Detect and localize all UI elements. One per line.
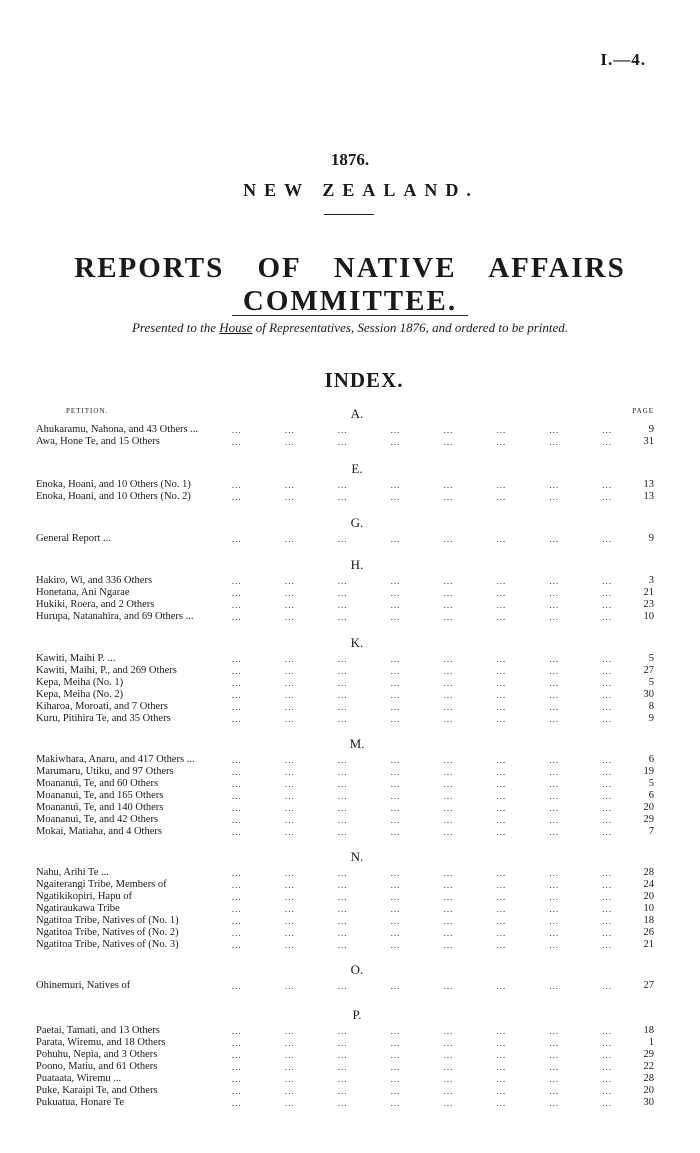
index-section bbox=[0, 461, 700, 503]
entry-name: Kuru, Pitihira Te, and 35 Others bbox=[36, 713, 171, 724]
section-letter: E. bbox=[351, 461, 363, 476]
entry-page: 10 bbox=[643, 611, 654, 622]
entry-name: Pohuhu, Nepia, and 3 Others bbox=[36, 1049, 158, 1060]
leader-dots: ... ... ... ... ... ... ... ... bbox=[232, 588, 612, 598]
leader-dots: ... ... ... ... ... ... ... ... bbox=[232, 654, 612, 664]
section-letter: G. bbox=[350, 515, 364, 530]
index-section bbox=[0, 635, 700, 725]
page-identifier: I.—4. bbox=[600, 50, 646, 69]
section-letter: K. bbox=[350, 635, 364, 650]
leader-dots: ... ... ... ... ... ... ... ... bbox=[232, 755, 612, 765]
leader-dots: ... ... ... ... ... ... ... ... bbox=[232, 425, 612, 435]
country-heading: NEW ZEALAND. bbox=[243, 180, 479, 200]
leader-dots: ... ... ... ... ... ... ... ... bbox=[232, 1062, 612, 1072]
index-entry bbox=[0, 575, 700, 587]
leader-dots: ... ... ... ... ... ... ... ... bbox=[232, 480, 612, 490]
leader-dots: ... ... ... ... ... ... ... ... bbox=[232, 981, 612, 991]
index-entry bbox=[0, 701, 700, 713]
index-section bbox=[0, 1007, 700, 1109]
index-entry bbox=[0, 611, 700, 623]
entry-name: Moananui, Te, and 60 Others bbox=[36, 778, 159, 789]
entry-page: 5 bbox=[648, 677, 654, 688]
leader-dots: ... ... ... ... ... ... ... ... bbox=[232, 612, 612, 622]
entry-name: Awa, Hone Te, and 15 Others bbox=[36, 436, 160, 447]
entry-name: Puke, Karaipi Te, and Others bbox=[36, 1085, 158, 1096]
presented-house: House bbox=[219, 320, 253, 335]
entry-page: 9 bbox=[648, 713, 654, 724]
index-entry bbox=[0, 424, 700, 436]
leader-dots: ... ... ... ... ... ... ... ... bbox=[232, 803, 612, 813]
leader-dots: ... ... ... ... ... ... ... ... bbox=[232, 678, 612, 688]
entry-name: Enoka, Hoani, and 10 Others (No. 2) bbox=[36, 491, 191, 502]
leader-dots: ... ... ... ... ... ... ... ... bbox=[232, 1086, 612, 1096]
index-entry bbox=[0, 754, 700, 766]
index-entry bbox=[0, 533, 700, 545]
leader-dots: ... ... ... ... ... ... ... ... bbox=[232, 600, 612, 610]
section-letter: A. bbox=[350, 406, 364, 421]
entry-page: 9 bbox=[648, 424, 654, 435]
index-entry bbox=[0, 903, 700, 915]
entry-name: Parata, Wiremu, and 18 Others bbox=[36, 1037, 166, 1048]
entry-name: Moananui, Te, and 42 Others bbox=[36, 814, 159, 825]
section-letter: M. bbox=[349, 736, 365, 751]
index-section bbox=[0, 736, 700, 838]
leader-dots: ... ... ... ... ... ... ... ... bbox=[232, 815, 612, 825]
entry-name: Moananui, Te, and 165 Others bbox=[36, 790, 164, 801]
leader-dots: ... ... ... ... ... ... ... ... bbox=[232, 437, 612, 447]
entry-name: Kawiti, Maihi, P., and 269 Others bbox=[36, 665, 177, 676]
entry-name: Marumaru, Utiku, and 97 Others bbox=[36, 766, 174, 777]
entry-name: Ngatitoa Tribe, Natives of (No. 1) bbox=[36, 915, 179, 926]
index-section bbox=[0, 406, 700, 448]
entry-page: 3 bbox=[648, 575, 654, 586]
entry-page: 28 bbox=[643, 1073, 654, 1084]
leader-dots: ... ... ... ... ... ... ... ... bbox=[232, 940, 612, 950]
entry-name: Puataata, Wiremu ... bbox=[36, 1073, 122, 1084]
index-entry bbox=[0, 802, 700, 814]
leader-dots: ... ... ... ... ... ... ... ... bbox=[232, 1098, 612, 1108]
leader-dots: ... ... ... ... ... ... ... ... bbox=[232, 714, 612, 724]
leader-dots: ... ... ... ... ... ... ... ... bbox=[232, 916, 612, 926]
entry-name: Ngatiraukawa Tribe bbox=[36, 903, 120, 914]
entry-page: 26 bbox=[643, 927, 654, 938]
entry-page: 23 bbox=[643, 599, 654, 610]
entry-page: 28 bbox=[643, 867, 654, 878]
entry-page: 30 bbox=[643, 689, 654, 700]
entry-page: 29 bbox=[643, 1049, 654, 1060]
entry-name: Pukuatua, Honare Te bbox=[36, 1097, 125, 1108]
index-entry bbox=[0, 778, 700, 790]
entry-name: Ohinemuri, Natives of bbox=[36, 980, 131, 991]
index-entry bbox=[0, 1085, 700, 1097]
entry-page: 5 bbox=[648, 653, 654, 664]
entry-name: Enoka, Hoani, and 10 Others (No. 1) bbox=[36, 479, 191, 490]
entry-name: Kepa, Meiha (No. 2) bbox=[36, 689, 124, 700]
entry-page: 13 bbox=[643, 491, 654, 502]
entry-page: 18 bbox=[643, 915, 654, 926]
title-divider bbox=[232, 315, 468, 316]
index-list bbox=[0, 406, 700, 1109]
entry-page: 6 bbox=[648, 754, 654, 765]
index-entry bbox=[0, 677, 700, 689]
leader-dots: ... ... ... ... ... ... ... ... bbox=[232, 904, 612, 914]
section-letter: N. bbox=[350, 849, 364, 864]
leader-dots: ... ... ... ... ... ... ... ... bbox=[232, 1026, 612, 1036]
entry-page: 5 bbox=[648, 778, 654, 789]
entry-name: Ahukaramu, Nahona, and 43 Others ... bbox=[36, 424, 199, 435]
leader-dots: ... ... ... ... ... ... ... ... bbox=[232, 1050, 612, 1060]
leader-dots: ... ... ... ... ... ... ... ... bbox=[232, 868, 612, 878]
leader-dots: ... ... ... ... ... ... ... ... bbox=[232, 928, 612, 938]
entry-name: Hakiro, Wi, and 336 Others bbox=[36, 575, 153, 586]
entry-name: Nahu, Arihi Te ... bbox=[36, 867, 109, 878]
index-entry bbox=[0, 927, 700, 939]
index-entry bbox=[0, 1037, 700, 1049]
leader-dots: ... ... ... ... ... ... ... ... bbox=[232, 779, 612, 789]
entry-name: Honetana, Ani Ngarae bbox=[36, 587, 130, 598]
index-entry bbox=[0, 1049, 700, 1061]
index-entry bbox=[0, 879, 700, 891]
entry-page: 21 bbox=[643, 939, 654, 950]
index-entry bbox=[0, 713, 700, 725]
entry-page: 1 bbox=[648, 1037, 654, 1048]
index-entry bbox=[0, 1073, 700, 1085]
presented-post: of Representatives, Session 1876, and ordered to be printed. bbox=[252, 320, 569, 335]
entry-page: 18 bbox=[643, 1025, 654, 1036]
leader-dots: ... ... ... ... ... ... ... ... bbox=[232, 534, 612, 544]
entry-name: Makiwhara, Anaru, and 417 Others ... bbox=[36, 754, 195, 765]
entry-page: 19 bbox=[643, 766, 654, 777]
leader-dots: ... ... ... ... ... ... ... ... bbox=[232, 892, 612, 902]
index-section bbox=[0, 849, 700, 951]
index-entry bbox=[0, 1061, 700, 1073]
index-entry bbox=[0, 915, 700, 927]
index-section bbox=[0, 962, 700, 992]
index-entry bbox=[0, 1097, 700, 1109]
entry-page: 21 bbox=[643, 587, 654, 598]
entry-name: Ngatitoa Tribe, Natives of (No. 3) bbox=[36, 939, 179, 950]
index-entry bbox=[0, 826, 700, 838]
entry-page: 10 bbox=[643, 903, 654, 914]
index-entry bbox=[0, 599, 700, 611]
short-divider bbox=[324, 214, 374, 215]
leader-dots: ... ... ... ... ... ... ... ... bbox=[232, 1074, 612, 1084]
index-entry bbox=[0, 790, 700, 802]
index-entry bbox=[0, 766, 700, 778]
entry-name: Kepa, Meiha (No. 1) bbox=[36, 677, 124, 688]
presented-note bbox=[0, 320, 700, 336]
entry-name: Kawiti, Maihi P. ... bbox=[36, 653, 116, 664]
entry-page: 20 bbox=[643, 802, 654, 813]
index-section bbox=[0, 557, 700, 623]
leader-dots: ... ... ... ... ... ... ... ... bbox=[232, 767, 612, 777]
section-letter: O. bbox=[350, 962, 364, 977]
entry-page: 29 bbox=[643, 814, 654, 825]
petition-column-header: PETITION. bbox=[66, 407, 109, 415]
entry-page: 20 bbox=[643, 891, 654, 902]
entry-name: Kiharoa, Moroati, and 7 Others bbox=[36, 701, 168, 712]
index-entry bbox=[0, 689, 700, 701]
index-entry bbox=[0, 491, 700, 503]
leader-dots: ... ... ... ... ... ... ... ... bbox=[232, 880, 612, 890]
entry-page: 9 bbox=[648, 533, 654, 544]
leader-dots: ... ... ... ... ... ... ... ... bbox=[232, 492, 612, 502]
leader-dots: ... ... ... ... ... ... ... ... bbox=[232, 666, 612, 676]
index-entry bbox=[0, 665, 700, 677]
index-entry bbox=[0, 587, 700, 599]
entry-page: 6 bbox=[648, 790, 654, 801]
entry-page: 7 bbox=[648, 826, 654, 837]
page-title: REPORTS OF NATIVE AFFAIRS COMMITTEE. bbox=[74, 252, 626, 317]
section-letter: P. bbox=[352, 1007, 362, 1022]
index-section bbox=[0, 515, 700, 545]
index-entry bbox=[0, 653, 700, 665]
index-entry bbox=[0, 867, 700, 879]
page-column-header: PAGE bbox=[632, 407, 654, 415]
entry-name: Ngatitoa Tribe, Natives of (No. 2) bbox=[36, 927, 179, 938]
entry-page: 8 bbox=[648, 701, 654, 712]
index-entry bbox=[0, 939, 700, 951]
entry-page: 27 bbox=[643, 665, 654, 676]
index-entry bbox=[0, 436, 700, 448]
entry-page: 13 bbox=[643, 479, 654, 490]
entry-page: 24 bbox=[643, 879, 654, 890]
index-entry bbox=[0, 891, 700, 903]
entry-page: 22 bbox=[643, 1061, 654, 1072]
entry-name: Paetai, Tamati, and 13 Others bbox=[36, 1025, 160, 1036]
index-entry bbox=[0, 980, 700, 992]
entry-page: 27 bbox=[643, 980, 654, 991]
document-year: 1876. bbox=[330, 150, 370, 169]
leader-dots: ... ... ... ... ... ... ... ... bbox=[232, 827, 612, 837]
entry-page: 31 bbox=[643, 436, 654, 447]
entry-name: Poono, Matiu, and 61 Others bbox=[36, 1061, 158, 1072]
leader-dots: ... ... ... ... ... ... ... ... bbox=[232, 1038, 612, 1048]
entry-page: 20 bbox=[643, 1085, 654, 1096]
index-entry bbox=[0, 479, 700, 491]
entry-page: 30 bbox=[643, 1097, 654, 1108]
presented-pre: Presented to the bbox=[131, 320, 220, 335]
leader-dots: ... ... ... ... ... ... ... ... bbox=[232, 791, 612, 801]
leader-dots: ... ... ... ... ... ... ... ... bbox=[232, 690, 612, 700]
entry-name: Hukiki, Roera, and 2 Others bbox=[36, 599, 155, 610]
entry-name: Ngaiterangi Tribe, Members of bbox=[36, 879, 167, 890]
entry-name: Moananui, Te, and 140 Others bbox=[36, 802, 164, 813]
leader-dots: ... ... ... ... ... ... ... ... bbox=[232, 702, 612, 712]
index-title: INDEX. bbox=[324, 368, 404, 392]
entry-name: Ngatikikopiri, Hapu of bbox=[36, 891, 132, 902]
entry-name: General Report ... bbox=[36, 533, 111, 544]
entry-name: Hurupa, Natanahira, and 69 Others ... bbox=[36, 611, 194, 622]
index-entry bbox=[0, 814, 700, 826]
index-entry bbox=[0, 1025, 700, 1037]
section-letter: H. bbox=[350, 557, 364, 572]
entry-name: Mokai, Matiaha, and 4 Others bbox=[36, 826, 162, 837]
leader-dots: ... ... ... ... ... ... ... ... bbox=[232, 576, 612, 586]
